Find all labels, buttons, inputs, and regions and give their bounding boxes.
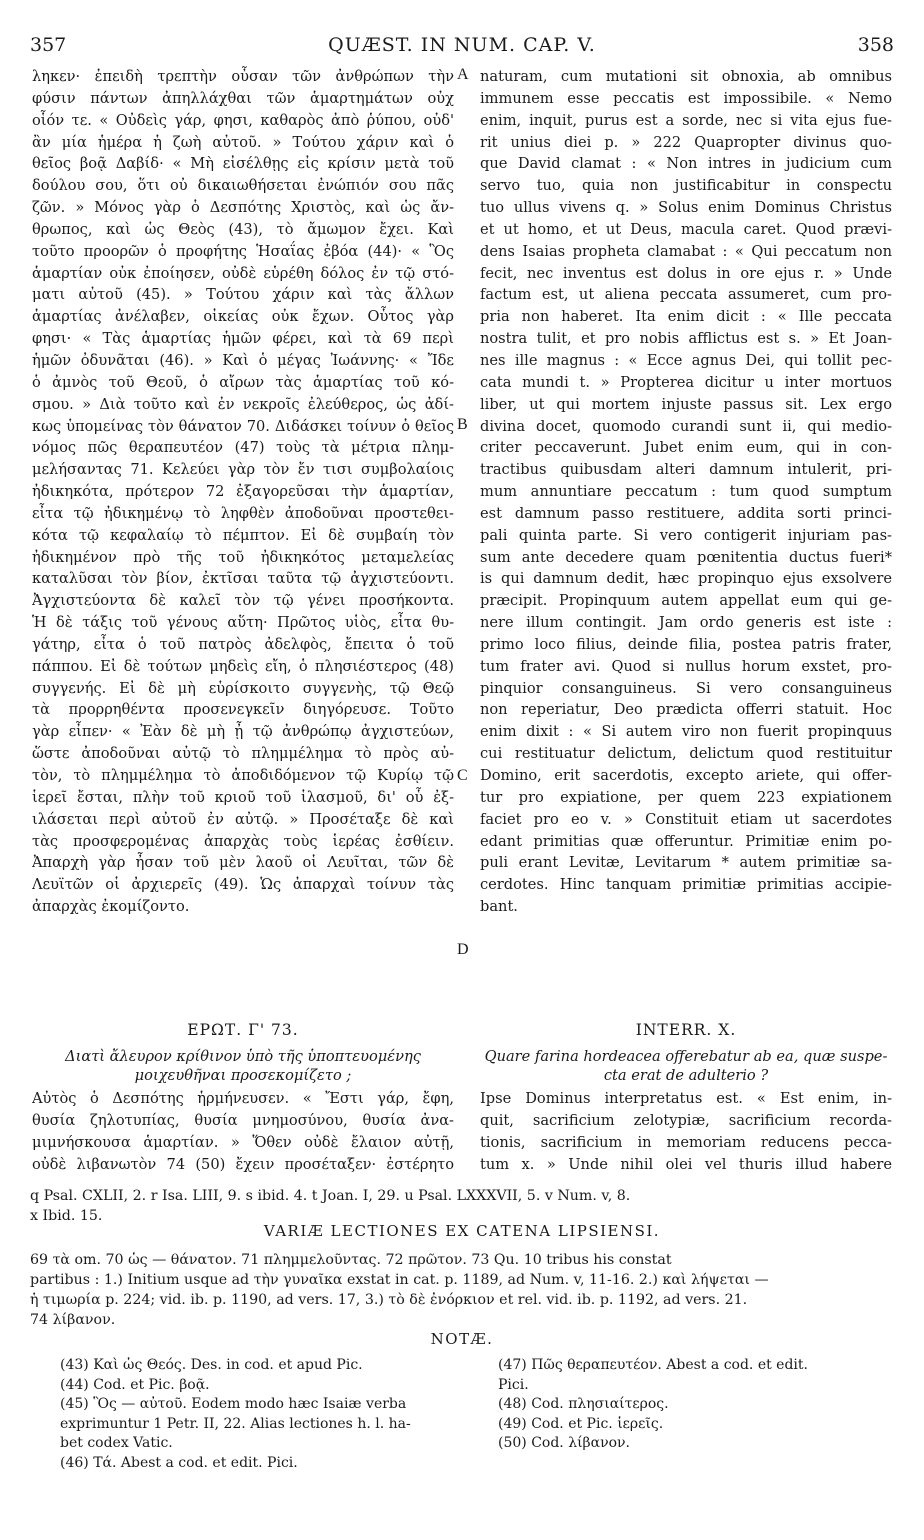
latin-line: bant. (480, 898, 518, 916)
notae-right-column (498, 1356, 898, 1454)
nota-line: (45) Ὃς — αὐτοῦ. Eodem modo hæc Isaiæ verba (60, 1396, 407, 1413)
question-title-latin (480, 1047, 892, 1085)
latin-line: nere illum contingit. Jam ordo generis est iste : (480, 614, 892, 632)
greek-line: δούλου σου, ὅτι οὐ δικαιωθήσεται ἐνώπιόν σου πᾶς (32, 177, 454, 195)
nota-line: exprimuntur 1 Petr. II, 22. Alias lectiones h. l. ha- (60, 1415, 411, 1432)
margin-letter-d: D (457, 941, 469, 958)
nota-line: Pici. (498, 1376, 529, 1393)
running-header (30, 34, 894, 58)
latin-line: tur pro expiatione, per quem 223 expiationem (480, 788, 892, 806)
margin-letter-c: C (457, 767, 468, 784)
latin-line: sum ante decedere quam pœnitentia ductus fueri* (480, 548, 892, 566)
greek-line: θεῖος βοᾷ Δαβίδ· « Μὴ εἰσέλθῃς εἰς κρίσιν μετὰ τοῦ (32, 155, 454, 173)
question-title-greek-line: Διατὶ ἄλευρον κρίθινον ὑπὸ τῆς ὑποπτευομένης (65, 1048, 421, 1065)
greek-line: γὰρ εἶπεν· « Ἐὰν δὲ μὴ ᾖ τῷ ἀνθρώπῳ ἀγχιστεύων, (32, 723, 454, 741)
latin-line: criter peccaverunt. Jubet enim eum, qui in con- (480, 439, 892, 457)
greek-line: Ἡ δὲ τάξις τοῦ γένους αὕτη· Πρῶτος υἱὸς, εἶτα θυ- (32, 614, 454, 632)
variae-line: ἡ τιμωρία p. 224; vid. ib. p. 1190, ad vers. 17, 3.) τὸ δὲ ἐνόρκιον et rel. vid. ib. p. 1192, ad vers. 21. (30, 1292, 748, 1308)
greek-line: ἁμαρτίας ἀνέλαβεν, οἰκείας οὐκ ἔχων. Οὗτος γὰρ (32, 308, 454, 326)
latin-line: nes ille magnus : « Ecce agnus Dei, qui tollit pec- (480, 351, 892, 369)
greek-line: ἱερεῖ ἔσται, πλὴν τοῦ κριοῦ τοῦ ἱλασμοῦ, δι' οὗ ἐξ- (32, 788, 454, 806)
running-title: QUÆST. IN NUM. CAP. V. (328, 34, 596, 56)
greek-line: καταλῦσαι τὸν βίον, ἐκτῖσαι ταῦτα τῷ ἀγχιστεύοντι. (32, 570, 454, 588)
page-number-right: 358 (857, 34, 894, 56)
latin-line: est damnum passo restituere, addita sorti princi- (480, 504, 892, 522)
latin-section-text (480, 1088, 892, 1175)
greek-line: Ἀπαρχὴ γὰρ ἦσαν τοῦ μὲν λαοῦ οἱ Λευῖται, τῶν δὲ (32, 854, 454, 872)
greek-line: θρωπος, καὶ ὡς Θεὸς (43), τὸ ἄμωμον ἔχει. Καὶ (32, 220, 454, 238)
latin-line: divina docet, quomodo curandi sunt ii, qui medio- (480, 417, 892, 435)
latin-line: dens Isaias propheta clamabat : « Qui peccatum non (480, 242, 892, 260)
latin-line: cata mundi t. » Propterea dicitur u inter mortuos (480, 373, 892, 391)
greek-section-line: οὐδὲ λιβανωτὸν 74 (50) ἔχειν προσέταξεν· ἐστέρητο (32, 1155, 454, 1173)
latin-line: primo loco filius, deinde filia, postea patris frater, (480, 635, 892, 653)
greek-line: κως ὑπομείνας τὸν θάνατον 70. Διδάσκει τοίνυν ὁ θεῖος (32, 417, 454, 435)
margin-letter-a: A (457, 66, 469, 83)
nota-line: (48) Cod. πλησιαίτερος. (498, 1396, 669, 1413)
variae-line: 74 λίβανον. (30, 1312, 116, 1328)
greek-line: μελήσαντας 71. Κελεύει γὰρ τὸν ἔν τισι συμβολαίοις (32, 461, 454, 479)
nota-line: bet codex Vatic. (60, 1435, 173, 1452)
latin-line: servo tuo, quia non justificabitur in conspectu (480, 177, 892, 195)
latin-line: immunem esse peccatis est impossibile. « Nemo (480, 89, 892, 107)
latin-line: cui restituatur delictum, delictum quod restituitur (480, 745, 892, 763)
latin-line: non reperiatur, Deo prædicta offerri statuit. Hoc (480, 701, 892, 719)
latin-section-line: tionis, sacrificium in memoriam reducens pecca- (480, 1133, 892, 1151)
variae-heading: VARIÆ LECTIONES EX CATENA LIPSIENSI. (263, 1222, 661, 1240)
greek-section-text (32, 1088, 454, 1175)
variae-line: partibus : 1.) Initium usque ad τὴν γυναῖκα exstat in cat. p. 1189, ad Num. v, 11-16. 2.) καὶ λήψεται — (30, 1272, 769, 1288)
greek-section-line: θυσία ζηλοτυπίας, θυσία μνημοσύνου, θυσία ἀνα- (32, 1111, 454, 1129)
greek-line: ὁ ἀμνὸς τοῦ Θεοῦ, ὁ αἴρων τὰς ἁμαρτίας τοῦ κό- (32, 373, 454, 391)
greek-line: νόμος πῶς θεραπευτέον (47) τοὺς τὰ μέτρια πλημ- (32, 439, 454, 457)
greek-line: πάππου. Εἰ δὲ τούτων μηδεὶς εἴη, ὁ πλησιέστερος (48) (32, 657, 454, 675)
greek-line: ματι αὐτοῦ (45). » Τούτου χάριν καὶ τὰς ἄλλων (32, 286, 454, 304)
latin-line: factum est, ut aliena peccata assumeret, cum pro- (480, 286, 892, 304)
latin-line: enim, inquit, purus est a sorde, nec si vita ejus fue- (480, 111, 892, 129)
greek-column (32, 66, 454, 918)
greek-line: ἀπαρχὰς ἐκομίζοντο. (32, 898, 190, 916)
question-title-greek-line: μοιχευθῆναι προσεκομίζετο ; (134, 1067, 352, 1084)
greek-line: εἶτα τῷ ἠδικημένῳ τὸ ληφθὲν ἀποδοῦναι προστεθει- (32, 504, 454, 522)
latin-line: naturam, cum mutationi sit obnoxia, ab omnibus (480, 68, 892, 85)
greek-line: κότα τῷ κεφαλαίῳ τὸ πέμπτον. Εἰ δὲ συμβαίη τὸν (32, 526, 454, 544)
latin-line: pria non haberet. Ita enim dicit : « Ille peccata (480, 308, 892, 326)
notae-heading: NOTÆ. (430, 1330, 494, 1348)
section-heading-latin: INTERR. X. (635, 1021, 737, 1039)
latin-line: fecit, nec inventus est dolus in ore ejus r. » Unde (480, 264, 892, 282)
greek-section-line: Αὐτὸς ὁ Δεσπότης ἡρμήνευσεν. « Ἔστι γάρ, ἔφη, (32, 1090, 454, 1107)
nota-line: (50) Cod. λίβανον. (498, 1435, 631, 1452)
greek-line: φύσιν πάντων ἀπηλλάχθαι τῶν ἁμαρτημάτων οὐχ (32, 89, 454, 107)
greek-line: σμου. » Διὰ τοῦτο καὶ ἐν νεκροῖς ἐλεύθερος, ὡς ἀδί- (32, 395, 454, 413)
footnote-line: x Ibid. 15. (30, 1208, 103, 1224)
latin-line: mum annuntiare peccatum : tum quod sumptum (480, 483, 892, 501)
greek-line: ἠδικηκότα, πρότερον 72 ἐξαγορεῦσαι τὴν ἁμαρτίαν, (32, 483, 454, 501)
variae-lectiones (30, 1250, 894, 1330)
section-heading-greek: ΕΡΩΤ. Γ' 73. (187, 1021, 299, 1039)
margin-letter-b: B (457, 416, 468, 433)
notae-left-column (60, 1356, 460, 1474)
latin-line: et ut homo, et ut Deus, macula caret. Quod prævi- (480, 220, 892, 238)
latin-line: enim dixit : « Si autem viro non fuerit propinquus (480, 723, 892, 741)
greek-line: τὸν, τὸ πλημμέλημα τὸ ἀποδιδόμενον τῷ Κυρίῳ τῷ (32, 767, 454, 784)
greek-line: ληκεν· ἐπειδὴ τρεπτὴν οὖσαν τῶν ἀνθρώπων τὴν (32, 68, 454, 85)
greek-line: ὥστε ἀποδοῦναι αὐτῷ τὸ πλημμέλημα τὸ πρὸς αὐ- (32, 745, 454, 763)
greek-line: ἡμῶν ὀδυνᾶται (46). » Καὶ ὁ μέγας Ἰωάννης· « Ἴδε (32, 351, 454, 369)
question-title-latin-line: cta erat de adulterio ? (603, 1067, 769, 1084)
greek-line: ζῶν. » Μόνος γὰρ ὁ Δεσπότης Χριστὸς, καὶ ὡς ἄν- (32, 199, 454, 217)
latin-line: puli erant Levitæ, Levitarum * autem primitiæ sa- (480, 854, 892, 872)
latin-line: cerdotes. Hinc tanquam primitiæ primitias accipie- (480, 876, 892, 894)
latin-line: que David clamat : « Non intres in judicium cum (480, 155, 892, 173)
greek-line: Λευϊτῶν οἱ ἀρχιερεῖς (49). Ὡς ἀπαρχαὶ τοίνυν τὰς (32, 876, 454, 894)
greek-line: συγγενής. Εἰ δὲ μὴ εὑρίσκοιτο συγγενὴς, τῷ Θεῷ (32, 679, 454, 697)
nota-line: (43) Καὶ ὡς Θεός. Des. in cod. et apud Pic. (60, 1357, 363, 1373)
greek-line: ἁμαρτίαν οὐκ ἐποίησεν, οὐδὲ εὑρέθη δόλος ἐν τῷ στό- (32, 264, 454, 282)
greek-line: τοῦτο προορῶν ὁ προφήτης Ἡσαΐας ἐβόα (44)· « Ὃς (32, 242, 454, 260)
greek-line: ἂν μία ἡμέρα ἡ ζωὴ αὐτοῦ. » Τούτου χάριν καὶ ὁ (32, 133, 454, 151)
question-title-latin-line: Quare farina hordeacea offerebatur ab ea, quæ suspe- (484, 1048, 888, 1065)
question-title-greek (32, 1047, 454, 1085)
greek-line: φησι· « Τὰς ἁμαρτίας ἡμῶν φέρει, καὶ τὰ 69 περὶ (32, 330, 454, 348)
latin-line: pali quinta parte. Si vero contigerit injuriam pas- (480, 526, 892, 544)
latin-section-line: quit, sacrificium zelotypiæ, sacrificium recorda- (480, 1111, 892, 1129)
latin-section-line: tum x. » Unde nihil olei vel thuris illud habere (480, 1155, 892, 1173)
latin-line: is qui damnum dedit, hæc propinquo ejus exsolvere (480, 570, 892, 588)
latin-line: rit unius diei p. » 222 Quapropter divinus quo- (480, 133, 892, 151)
latin-line: faciet pro eo v. » Constituit etiam ut sacerdotes (480, 810, 892, 828)
greek-line: ιλάσεται περὶ αὐτοῦ ἐν αὐτῷ. » Προσέταξε δὲ καὶ (32, 810, 454, 828)
latin-line: tractibus quibusdam alteri damnum intulerit, pri- (480, 461, 892, 479)
latin-section-line: Ipse Dominus interpretatus est. « Est enim, in- (480, 1090, 892, 1107)
greek-line: οἷόν τε. « Οὐδεὶς γάρ, φησι, καθαρὸς ἀπὸ ῥύπου, οὐδ' (32, 111, 454, 129)
latin-line: tum frater avi. Quod si nullus horum exstet, pro- (480, 657, 892, 675)
nota-line: (46) Τά. Abest a cod. et edit. Pici. (60, 1454, 298, 1471)
greek-line: γάτηρ, εἶτα ὁ τοῦ πατρὸς ἀδελφὸς, ἔπειτα ὁ τοῦ (32, 635, 454, 653)
nota-line: (47) Πῶς θεραπευτέον. Abest a cod. et edit. (498, 1357, 808, 1373)
latin-line: edant primitias quæ offeruntur. Primitiæ enim po- (480, 832, 892, 850)
page-number-left: 357 (30, 34, 67, 56)
latin-line: liber, ut qui mortem injuste passus sit. Lex ergo (480, 395, 892, 413)
nota-line: (49) Cod. et Pic. ἱερεῖς. (498, 1415, 664, 1432)
variae-line: 69 τὰ om. 70 ὡς — θάνατον. 71 πλημμελοῦντας. 72 πρῶτον. 73 Qu. 10 tribus his constat (30, 1252, 672, 1268)
greek-line: Ἀγχιστεύοντα δὲ καλεῖ τὸν τῷ γένει προσήκοντα. (32, 592, 454, 610)
scripture-footnotes (30, 1186, 894, 1226)
greek-line: τὰ προρρηθέντα προσενεγκεῖν διηγόρευσε. Τοῦτο (32, 701, 454, 719)
greek-line: ἠδικημένον πρὸ τῆς τοῦ ἠδικηκότος μεταμελείας (32, 548, 454, 566)
latin-line: pinquior consanguineus. Si vero consanguineus (480, 679, 892, 697)
latin-column (480, 66, 892, 918)
latin-line: tuo ullus vivens q. » Solus enim Dominus Christus (480, 199, 892, 217)
greek-line: τὰς προσφερομένας ἀπαρχὰς τοὺς ἱερέας ἐσθίειν. (32, 832, 454, 850)
greek-section-line: μιμνήσκουσα ἁμαρτίαν. » Ὅθεν οὐδὲ ἔλαιον αὐτῇ, (32, 1133, 454, 1151)
latin-line: Domino, erit sacerdotis, excepto ariete, qui offer- (480, 767, 892, 784)
nota-line: (44) Cod. et Pic. βοᾷ. (60, 1376, 210, 1393)
latin-line: nostra tulit, et pro nobis afflictus est s. » Et Joan- (480, 330, 892, 348)
latin-line: præcipit. Propinquum autem appellat eum qui ge- (480, 592, 892, 610)
footnote-line: q Psal. CXLII, 2. r Isa. LIII, 9. s ibid. 4. t Joan. I, 29. u Psal. LXXXVII, 5. v Num. v, 8. (30, 1188, 631, 1204)
